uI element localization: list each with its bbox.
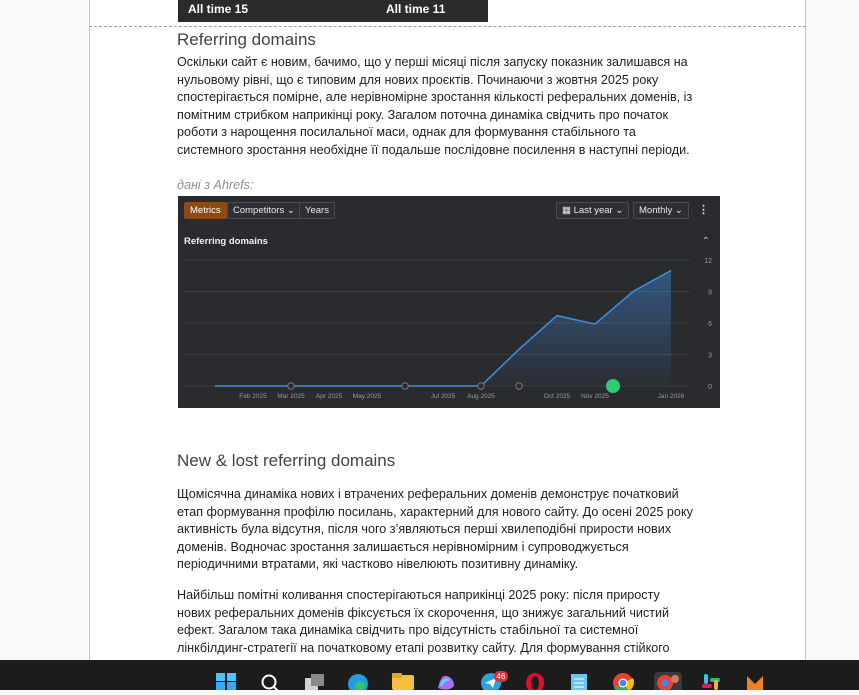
tab-years[interactable]: Years [299,202,335,219]
x-tick-label: Mar 2025 [277,393,305,400]
source-caption: дані з Ahrefs: [177,178,254,192]
event-marker[interactable] [516,383,522,389]
x-tick-label: Nov 2025 [581,393,609,400]
event-marker-active[interactable] [606,379,620,393]
collapse-icon[interactable]: ⌃ [701,236,710,247]
paragraph-line: системного зростання необхідне її подальше послідовне посилення в наступні періоди. [177,142,690,157]
paragraph-line: лінкбілдинг-стратегії на початковому етапі розвитку сайту. Для формування стійкого [177,640,670,655]
windows-start-icon[interactable] [215,672,237,690]
y-tick-label: 6 [708,321,712,328]
paragraph-line: нових реферальних доменів фіксується їх скорочення, що знижує загальний чистий [177,605,670,620]
chrome-profile-icon[interactable] [654,672,682,690]
chevron-down-icon: ⌄ [286,205,295,216]
paragraph-line: Найбільш помітні коливання спостерігаються наприкінці 2025 року: після приросту [177,588,660,602]
section2-paragraph2 [177,587,722,657]
section2-paragraph1 [177,486,722,574]
orange-app-icon[interactable] [744,672,766,690]
paragraph-line: доменів. Водночас зростання залишається нерівномірним і супроводжується [177,539,629,554]
paragraph-line: Оскільки сайт є новим, бачимо, що у перші місяці після запуску показник залишався на [177,55,688,69]
section-heading-new-lost: New & lost referring domains [177,451,396,470]
paragraph-line: нульовому рівні, що є типовим для нових проєктів. Починаючи з жовтня 2025 року [177,72,659,87]
event-marker[interactable] [288,383,294,389]
page-break [89,26,806,27]
period-label: Last year [573,205,613,216]
more-options-icon[interactable]: ⋮ [698,204,709,216]
paragraph-line: активність була відсутня, після чого з’являються перші хвилеподібні прирости нових [177,522,672,537]
paragraph-line: етап формування профілю посилань, характерний для нового сайту. До осені 2025 року [177,504,693,519]
all-time-left: All time 15 [188,2,249,16]
paragraph-line: роботи з нарощення посилальної маси, однак для формування стабільного та [177,125,636,140]
y-tick-label: 9 [708,289,712,297]
ahrefs-chart-image [178,196,720,408]
x-tick-label: Apr 2025 [315,393,343,400]
interval-label: Monthly [639,205,673,216]
chrome-icon[interactable] [612,672,634,690]
section1-paragraph [177,54,722,160]
chart-title: Referring domains [184,236,268,247]
calendar-icon: ▦ [562,205,571,216]
notepad-icon[interactable] [568,672,590,690]
x-tick-label: May 2025 [352,393,382,400]
x-tick-label: Jul 2025 [430,393,456,400]
paragraph-line: ефект. Загалом така динаміка свідчить про відсутність стабільної та системної [177,623,639,638]
slack-icon[interactable] [700,672,722,690]
tab-metrics[interactable]: Metrics [184,202,227,219]
event-marker[interactable] [402,383,408,389]
edge-icon[interactable] [347,672,369,690]
x-tick-label: Aug 2025 [467,393,495,400]
paragraph-line: помітним стрибком наприкінці року. Загалом поточна динаміка свідчить про початок [177,107,669,122]
y-tick-label: 0 [708,384,712,391]
paragraph-line: спостерігається помірне, але нерівномірне зростання кількості реферальних доменів, із [177,90,693,105]
event-marker[interactable] [478,383,484,389]
taskbar [0,660,859,690]
x-tick-label: Feb 2025 [239,393,267,400]
paragraph-line: Щомісячна динаміка нових і втрачених реферальних доменів демонструє початковий [177,487,679,501]
chevron-down-icon: ⌄ [674,205,683,216]
all-time-right: All time 11 [386,2,446,16]
section-heading-referring-domains: Referring domains [177,30,316,49]
copilot-icon[interactable] [435,672,457,690]
period-dropdown[interactable] [556,202,629,219]
search-icon[interactable] [259,672,281,690]
chevron-down-icon: ⌄ [615,205,624,216]
chart-svg [178,196,720,408]
tab-competitors[interactable] [227,202,301,219]
x-tick-label: Oct 2025 [543,393,571,400]
paragraph-line: періодичними втратами, які частково нівелюють позитивну динаміку. [177,557,579,572]
y-tick-label: 12 [704,258,712,265]
telegram-badge: 46 [494,671,508,682]
opera-icon[interactable] [524,672,546,690]
chart-area [215,271,671,387]
x-tick-label: Jan 2026 [657,393,685,400]
interval-dropdown[interactable] [633,202,689,219]
previous-chart-strip [178,0,488,22]
file-explorer-icon[interactable] [391,672,413,690]
y-tick-label: 3 [708,352,712,360]
task-view-icon[interactable] [303,672,325,690]
competitors-label: Competitors [233,205,285,216]
